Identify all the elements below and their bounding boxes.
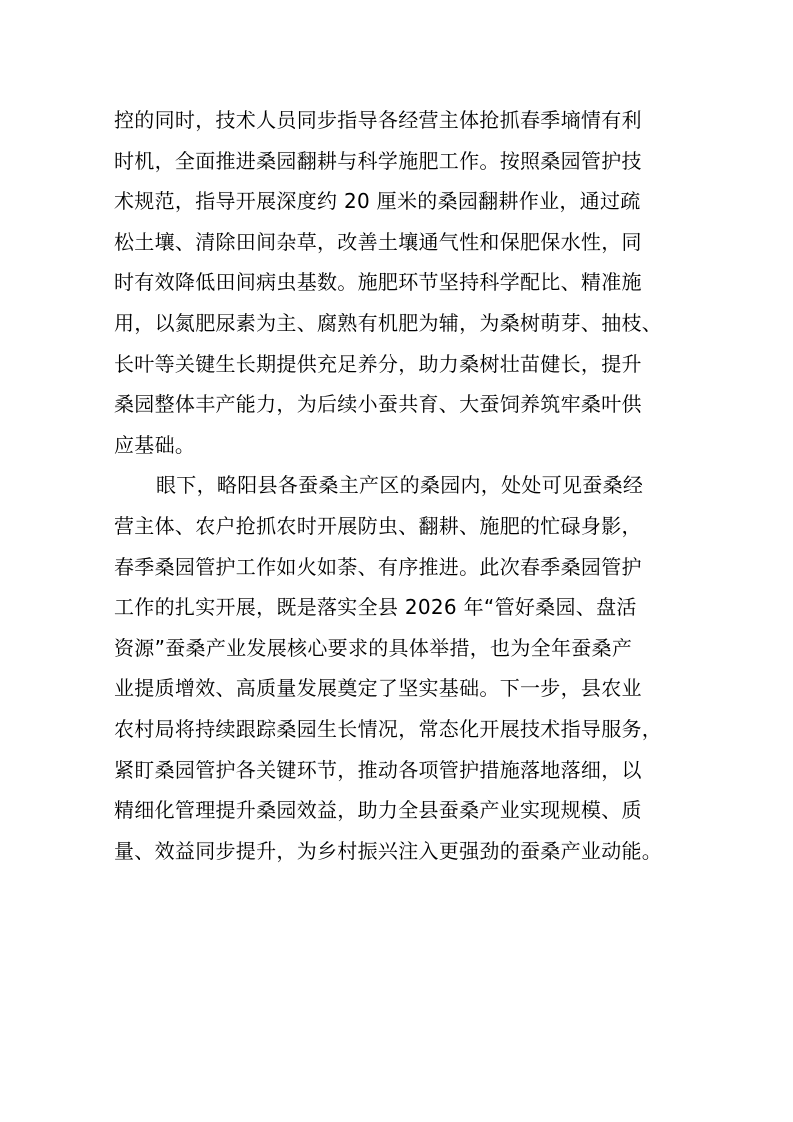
- text-line: 农村局将持续跟踪桑园生长情况，常态化开展技术指导服务，: [114, 716, 663, 741]
- text-line: 松土壤、清除田间杂草，改善土壤通气性和保肥保水性，同: [114, 229, 642, 254]
- text-line: 术规范，指导开展深度约 20 厘米的桑园翻耕作业，通过疏: [114, 189, 641, 214]
- text-line: 眼下，略阳县各蚕桑主产区的桑园内，处处可见蚕桑经: [156, 473, 644, 498]
- text-line: 紧盯桑园管护各关键环节，推动各项管护措施落地落细，以: [114, 757, 642, 782]
- text-line: 量、效益同步提升，为乡村振兴注入更强劲的蚕桑产业动能。: [114, 838, 663, 863]
- text-line: 春季桑园管护工作如火如荼、有序推进。此次春季桑园管护: [114, 554, 642, 579]
- text-line: 应基础。: [114, 432, 196, 457]
- text-line: 长叶等关键生长期提供充足养分，助力桑树壮苗健长，提升: [114, 351, 642, 376]
- text-line: 工作的扎实开展，既是落实全县 2026 年“管好桑园、盘活: [114, 595, 637, 620]
- text-line: 资源”蚕桑产业发展核心要求的具体举措，也为全年蚕桑产: [114, 635, 633, 660]
- text-line: 时机，全面推进桑园翻耕与科学施肥工作。按照桑园管护技: [114, 148, 642, 173]
- paragraph-2: [114, 465, 704, 871]
- text-line: 控的同时，技术人员同步指导各经营主体抢抓春季墒情有利: [114, 108, 642, 132]
- text-line: 业提质增效、高质量发展奠定了坚实基础。下一步，县农业: [114, 676, 642, 701]
- text-line: 时有效降低田间病虫基数。施肥环节坚持科学配比、精准施: [114, 270, 642, 295]
- text-line: 用，以氮肥尿素为主、腐熟有机肥为辅，为桑树萌芽、抽枝、: [114, 310, 663, 335]
- body-text: [114, 100, 704, 871]
- text-line: 营主体、农户抢抓农时开展防虫、翻耕、施肥的忙碌身影，: [114, 513, 642, 538]
- paragraph-1: [114, 100, 704, 465]
- text-line: 桑园整体丰产能力，为后续小蚕共育、大蚕饲养筑牢桑叶供: [114, 392, 642, 417]
- text-line: 精细化管理提升桑园效益，助力全县蚕桑产业实现规模、质: [114, 798, 642, 823]
